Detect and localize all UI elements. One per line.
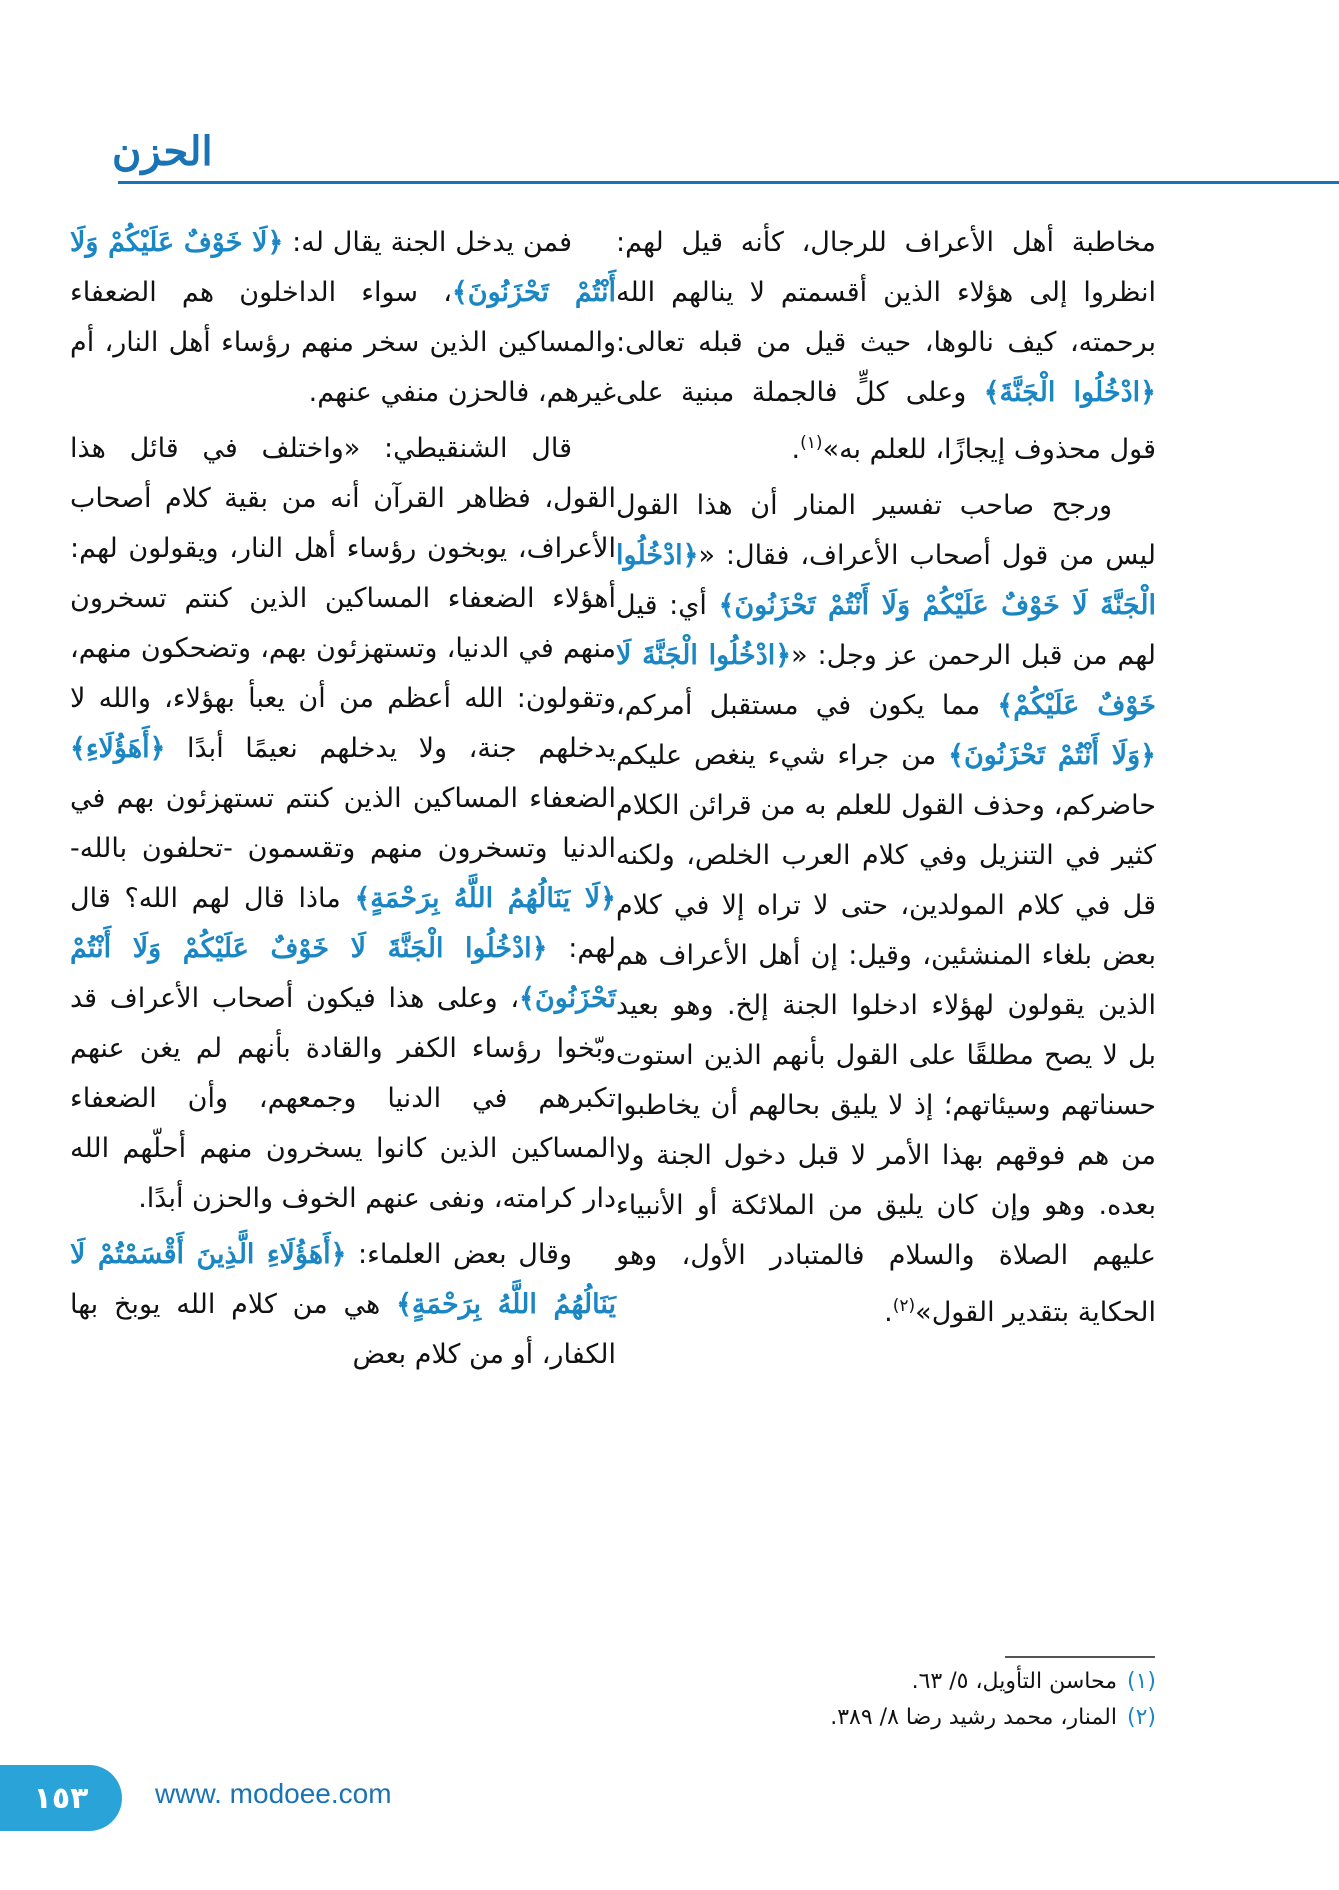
footnote-ref[interactable]: (١) — [800, 433, 823, 453]
quran-verse: ﴿ادْخُلُوا الْجَنَّةَ لَا خَوْفٌ عَلَيْكُمْ وَلَا أَنْتُمْ تَحْزَنُونَ﴾ — [616, 540, 1156, 621]
right-paragraph-2 — [616, 481, 1156, 1338]
quran-verse: ﴿أَهَؤُلَاءِ﴾ — [70, 733, 166, 764]
page-number-badge: ١٥٣ — [0, 1765, 122, 1831]
text-run: من جراء شيء ينغص عليكم حاضركم، وحذف القول للعلم به من قرائن الكلام كثير في التنزيل وفي كلام العرب الخلص، ولكنه قل في كلام المولدين، حتى لا تراه إلا في كلام بعض بلغاء المنشئين، وقيل: إن أهل الأعراف هم الذين يقولون لهؤلاء ادخلوا الجنة إلخ. وهو بعيد بل لا يصح مطلقًا على القول بأنهم الذين استوت حسناتهم وسيئاتهم؛ إذ لا يليق بحالهم أن يخاطبوا من هم فوقهم بهذا الأمر لا قبل دخول الجنة ولا بعده. وهو وإن كان يليق من الملائكة أو الأنبياء عليهم الصلاة والسلام فالمتبادر الأول، وهو الحكاية بتقدير القول» — [616, 740, 1156, 1328]
quran-verse: ﴿وَلَا أَنْتُمْ تَحْزَنُونَ﴾ — [948, 740, 1156, 771]
quran-verse: ﴿ادْخُلُوا الْجَنَّةَ لَا خَوْفٌ عَلَيْكُمْ﴾ — [616, 640, 1156, 721]
text-run: فمن يدخل الجنة يقال له: — [283, 227, 572, 258]
right-paragraph-1 — [616, 218, 1156, 475]
text-run: قال الشنقيطي: «واختلف في قائل هذا القول، فظاهر القرآن أنه من بقية كلام أصحاب الأعراف، يوبخون رؤساء أهل النار، ويقولون لهم: أهؤلاء الضعفاء المساكين الذين كنتم تسخرون منهم في الدنيا، وتستهزئون بهم، وتضحكون منهم، وتقولون: الله أعظم من أن يعبأ بهؤلاء، والله لا يدخلهم جنة، ولا يدخلهم نعيمًا أبدًا — [70, 433, 616, 764]
left-column — [70, 218, 616, 1380]
left-paragraph-2 — [70, 424, 616, 1224]
quran-verse: ﴿ادْخُلُوا الْجَنَّةَ﴾ — [983, 377, 1156, 408]
footnotes — [616, 1664, 1156, 1736]
footnote-ref[interactable]: (٢) — [892, 1296, 916, 1316]
section-title: الحزن — [112, 128, 213, 175]
left-paragraph-1 — [70, 218, 616, 418]
text-run: الضعفاء المساكين الذين كنتم تستهزئون بهم في الدنيا وتسخرون منهم وتقسمون -تحلفون بالله- — [70, 783, 616, 864]
text-run: وعلى كلٍّ فالجملة مبنية على قول محذوف إيجازًا، للعلم به» — [616, 377, 1156, 465]
text-run: . — [791, 434, 801, 465]
text-run: ، وعلى هذا فيكون أصحاب الأعراف قد وبّخوا رؤساء الكفر والقادة بأنهم لم يغن عنهم تكبرهم في الدنيا وجمعهم، وأن الضعفاء المساكين الذين كانوا يسخرون منهم أحلّهم الله دار كرامته، ونفى عنهم الخوف والحزن أبدًا. — [70, 983, 616, 1214]
text-run: مخاطبة أهل الأعراف للرجال، كأنه قيل لهم: انظروا إلى هؤلاء الذين أقسمتم لا ينالهم الله برحمته، كيف نالوها، حيث قيل من قبله تعالى: — [616, 227, 1156, 358]
footnote-number: (٢) — [1126, 1705, 1156, 1730]
right-column — [616, 218, 1156, 1338]
footnote-divider — [1005, 1656, 1155, 1658]
quran-verse: ﴿لَا يَنَالُهُمُ اللَّهُ بِرَحْمَةٍ﴾ — [354, 883, 616, 914]
footnote-text: محاسن التأويل، ٥/ ٦٣. — [911, 1669, 1117, 1694]
footnote-text: المنار، محمد رشيد رضا ٨/ ٣٨٩. — [830, 1705, 1117, 1730]
text-run: . — [884, 1297, 893, 1328]
text-run: ماذا قال لهم الله؟ قال لهم: — [70, 883, 616, 964]
footnote-1 — [616, 1664, 1156, 1700]
text-run: وقال بعض العلماء: — [346, 1239, 572, 1270]
header-divider — [118, 181, 1339, 184]
quran-verse: ﴿أَهَؤُلَاءِ الَّذِينَ أَقْسَمْتُمْ لَا يَنَالُهُمُ اللَّهُ بِرَحْمَةٍ﴾ — [70, 1239, 617, 1320]
quran-verse: ﴿ادْخُلُوا الْجَنَّةَ لَا خَوْفٌ عَلَيْكُمْ وَلَا أَنْتُمْ تَحْزَنُونَ﴾ — [70, 933, 616, 1014]
text-run: مما يكون في مستقبل أمركم، — [616, 690, 998, 721]
website-link[interactable]: www. modoee.com — [155, 1778, 392, 1809]
quran-verse: ﴿لَا خَوْفٌ عَلَيْكُمْ وَلَا أَنْتُمْ تَحْزَنُونَ﴾ — [70, 227, 616, 308]
footnote-number: (١) — [1126, 1669, 1156, 1694]
left-paragraph-3 — [70, 1230, 616, 1380]
text-run: هي من كلام الله يوبخ بها الكفار، أو من كلام بعض — [70, 1289, 616, 1370]
footnote-2 — [616, 1700, 1156, 1736]
text-run: ، سواء الداخلون هم الضعفاء والمساكين الذين سخر منهم رؤساء أهل النار، أم غيرهم، فالحزن منفي عنهم. — [70, 277, 616, 408]
text-run: ورجح صاحب تفسير المنار أن هذا القول ليس من قول أصحاب الأعراف، فقال: « — [616, 490, 1156, 571]
text-run: أي: قيل لهم من قبل الرحمن عز وجل: « — [616, 590, 1157, 671]
